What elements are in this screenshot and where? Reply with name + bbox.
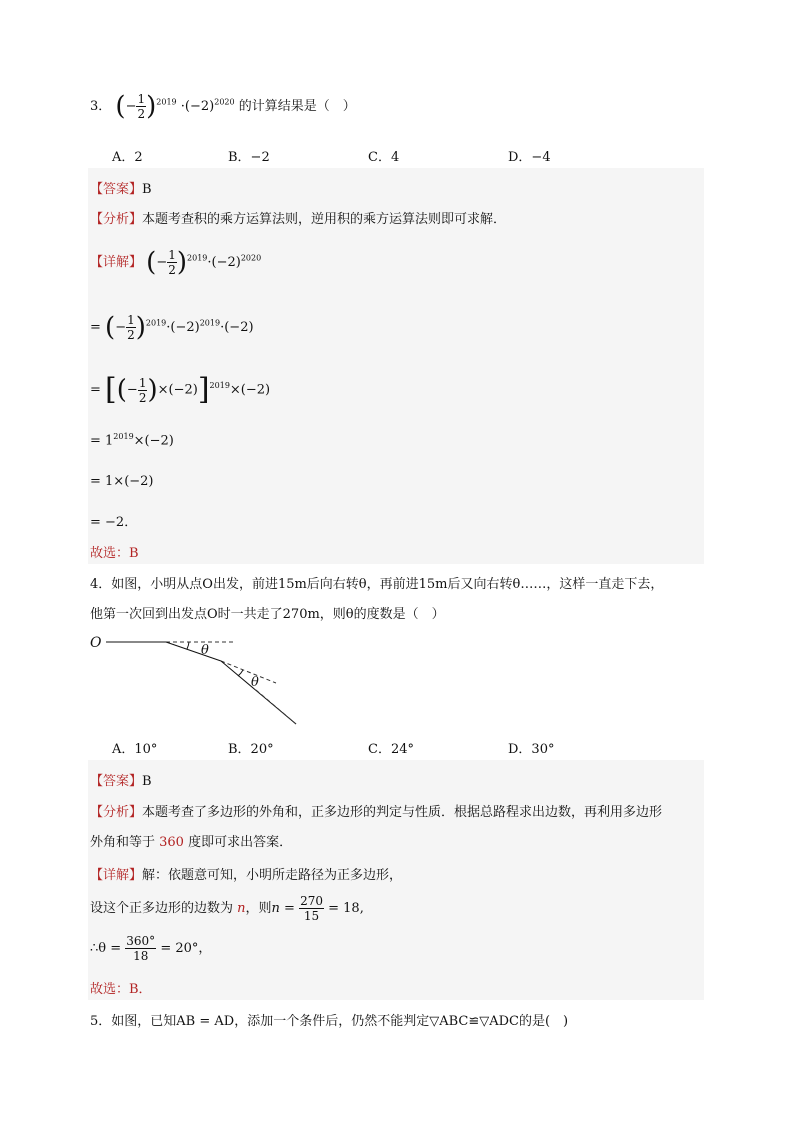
answer-value: B xyxy=(142,182,152,197)
q4-option-d[interactable]: D．30° xyxy=(508,742,555,757)
exponent: 2019 xyxy=(187,253,208,263)
extension-line-2 xyxy=(221,661,276,683)
analysis-number: 360 xyxy=(159,835,184,850)
fraction-n: $\frac{270}{15}$ xyxy=(300,894,323,923)
q4-figure xyxy=(86,628,306,728)
q3-option-a[interactable]: A．2 xyxy=(112,150,143,165)
base: −2 xyxy=(175,320,195,335)
q5-stem xyxy=(90,1010,568,1029)
analysis-text: 外角和等于 xyxy=(90,835,160,850)
analysis-text: 本题考查积的乘方运算法则，逆用积的乘方运算法则即可求解． xyxy=(142,212,507,227)
exponent: 2019 xyxy=(113,432,134,441)
q4-stem-line2: 他第一次回到出发点O时一共走了270m，则θ的度数是（ ） xyxy=(90,607,445,622)
q3-detail-step4: = $1^{2019}\times(-2)$ xyxy=(90,432,174,449)
exponent: 2020 xyxy=(214,97,235,107)
q3-analysis xyxy=(90,208,506,227)
q3-conclusion: 故选：B xyxy=(90,546,139,561)
base: −2 xyxy=(216,255,236,270)
q4-detail-line2: 设这个正多边形的边数为 n，则n = $\frac{270}{15}$ = 18, xyxy=(90,894,364,923)
theta-prefix: ∴θ = xyxy=(90,941,122,956)
q4-detail-line3 xyxy=(90,934,211,963)
minus: − xyxy=(125,99,137,114)
analysis-label: 【分析】 xyxy=(90,212,143,227)
answer-label: 【答案】 xyxy=(90,774,143,789)
exponent: 2019 xyxy=(199,318,221,328)
q4-option-a[interactable]: A．10° xyxy=(112,742,158,757)
q4-answer xyxy=(90,770,152,789)
n-result: = 18, xyxy=(328,901,364,916)
base: −2 xyxy=(149,433,169,449)
q3-option-b[interactable]: B．−2 xyxy=(228,150,270,165)
q3-stem-suffix: 的计算结果是（ ） xyxy=(234,99,356,114)
q3-stem: 3． (− $\frac{1}{2}$ )$^{2019} \cdot(-2)^{2020}$ 的计算结果是（ ） xyxy=(90,91,356,122)
fraction-theta: $\frac{360^\circ}{18}$ xyxy=(126,934,156,963)
paren: ) xyxy=(135,312,146,343)
q3-detail-step5: = 1×(−2) xyxy=(90,474,154,489)
angle-arc-2 xyxy=(238,670,243,676)
variable-n: n xyxy=(237,901,246,916)
base: −2 xyxy=(173,382,193,398)
detail-text: ，则 xyxy=(245,901,272,916)
fraction-half: $\frac{1}{2}$ xyxy=(138,375,147,405)
fraction-half: $\frac{1}{2}$ xyxy=(137,92,146,121)
answer-label: 【答案】 xyxy=(90,182,143,197)
detail-text: 解：依题意可知，小明所走路径为正多边形， xyxy=(142,868,403,883)
q4-number: 4． xyxy=(90,577,112,592)
fraction-half: $\frac{1}{2}$ xyxy=(168,248,176,277)
exponent: 2019 xyxy=(209,381,230,391)
angle-label-theta-2: θ xyxy=(251,675,259,690)
exponent: 2019 xyxy=(156,97,177,107)
q4-option-b[interactable]: B．20° xyxy=(228,742,274,757)
paren: ) xyxy=(176,247,188,278)
q3-detail-step2: = (− $\frac{1}{2}$ )$^{2019}\cdot(-2)^{2019}\cdot(-2)$ xyxy=(90,312,254,343)
path-segment-2 xyxy=(166,642,221,661)
exponent: 2019 xyxy=(145,318,167,328)
detail-label: 【详解】 xyxy=(90,255,143,270)
q3-option-d[interactable]: D．−4 xyxy=(508,150,551,165)
q5-number: 5． xyxy=(90,1014,112,1029)
paren: ( xyxy=(116,375,127,405)
analysis-label: 【分析】 xyxy=(90,805,143,820)
figure-point-o: O xyxy=(90,635,102,651)
angle-arc-1 xyxy=(187,642,189,649)
q4-analysis-line2 xyxy=(90,831,292,850)
exponent: 2020 xyxy=(240,253,262,263)
analysis-text: 度即可求出答案． xyxy=(183,835,293,850)
q3-detail-step1: 【详解】 (− $\frac{1}{2}$ )$^{2019}\cdot(-2)^{2020}$ xyxy=(90,247,262,278)
q5-text: 如图，已知AB = AD，添加一个条件后，仍然不能判定▽ABC≌▽ADC的是( ) xyxy=(111,1014,569,1029)
q3-number: 3． xyxy=(90,99,112,114)
q3-detail-step3: = [(− $\frac{1}{2}$ )×(−2)]$^{2019}$×(−2) xyxy=(90,372,271,407)
q3-detail-step6: = −2． xyxy=(90,515,138,530)
q4-conclusion: 故选：B． xyxy=(90,982,152,997)
theta-result: = 20°， xyxy=(160,941,212,956)
bracket: [ xyxy=(105,372,117,407)
step-text: = 1 xyxy=(90,433,114,449)
q4-line1: 如图，小明从点O出发，前进15m后向右转θ，再前进15m后又向右转θ……，这样一直走下去， xyxy=(111,577,664,592)
answer-value: B xyxy=(142,774,152,789)
paren: ( xyxy=(115,91,126,122)
fraction-half: $\frac{1}{2}$ xyxy=(127,313,135,342)
angle-label-theta-1: θ xyxy=(201,643,209,658)
base: −2 xyxy=(229,320,249,335)
q3-answer xyxy=(90,178,152,197)
paren: ) xyxy=(146,91,157,122)
paren: ( xyxy=(146,247,157,278)
analysis-text: 本题考查了多边形的外角和，正多边形的判定与性质．根据总路程求出边数，再利用多边形 xyxy=(142,805,663,820)
q4-stem-line1 xyxy=(90,573,663,592)
detail-label: 【详解】 xyxy=(90,868,143,883)
bracket: ] xyxy=(197,372,210,407)
base: −2 xyxy=(245,382,266,398)
paren: ( xyxy=(105,312,116,343)
base: −2 xyxy=(189,99,210,114)
q4-analysis-line1 xyxy=(90,801,662,820)
detail-text: 设这个正多边形的边数为 xyxy=(90,901,238,916)
q3-option-c[interactable]: C．4 xyxy=(368,150,400,165)
q4-detail-line1 xyxy=(90,864,402,883)
paren: ) xyxy=(147,375,158,405)
q3-solution-panel xyxy=(88,168,704,564)
q4-option-c[interactable]: C．24° xyxy=(368,742,414,757)
